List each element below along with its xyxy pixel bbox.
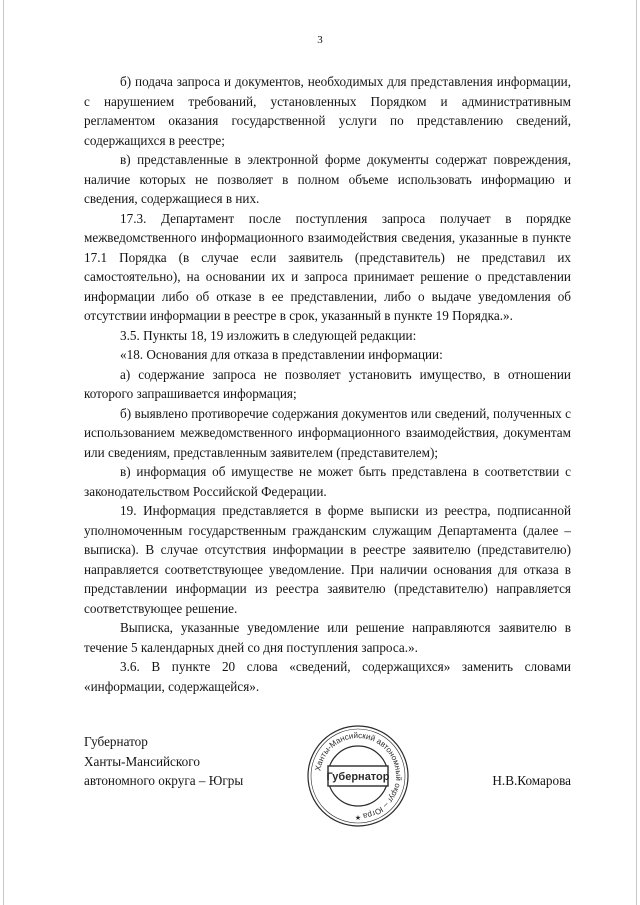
paragraph-b-request-violation: б) подача запроса и документов, необходимых для представления информации, с нарушением требований, установленных Порядком и административным регламентом оказания государственной услуги по представлению сведений, содержащихся в реестре; bbox=[84, 74, 571, 148]
signer-title-line: Ханты-Мансийского bbox=[84, 753, 200, 769]
paragraph-19: 19. Информация представляется в форме выписки из реестра, подписанной уполномоченным государственным гражданским служащим Департамента (далее – выписка). В случае отсутствия информации в реестре заявителю (представителю) направляется соответствующее уведомление. При наличии основания для отказа в представлении информации из реестра заявителю (представителю) направляется соответствующее решение. bbox=[84, 503, 571, 616]
page-edge-left bbox=[3, 0, 4, 905]
signer-title-line: автономного округа – Югры bbox=[84, 773, 244, 788]
seal-star-icon: ★ bbox=[354, 814, 362, 822]
paragraph-18-heading: «18. Основания для отказа в представлении информации: bbox=[120, 347, 443, 362]
seal-ring-text: Ханты-Мансийский автономный округ – Югра bbox=[313, 730, 404, 821]
signer-title bbox=[84, 732, 243, 791]
page-number: 3 bbox=[317, 34, 323, 46]
seal-center-text: Губернатор bbox=[326, 771, 390, 783]
paragraph-18-b: б) выявлено противоречие содержания документов или сведений, полученных с использованием межведомственного информационного взаимодействия, документам или сведениям, представленным заявителем (представителем); bbox=[84, 405, 571, 460]
paragraph-3-5: 3.5. Пункты 18, 19 изложить в следующей редакции: bbox=[120, 327, 417, 343]
paragraph-17-3: 17.3. Департамент после поступления запроса получает в порядке межведомственного информационного взаимодействия сведения, указанные в пункте 17.1 Порядка (в случае если заявитель (представитель) не представил их самостоятельно), на основании их и запроса принимает решение о представлении информации либо об отказе в ее представлении, либо о выдаче уведомления об отсутствии информации в реестре в срок, указанный в пункте 19 Порядка.». bbox=[84, 210, 571, 323]
document-body bbox=[84, 72, 571, 696]
paragraph-18-v: в) информация об имуществе не может быть представлена в соответствии с законодательством Российской Федерации. bbox=[84, 464, 571, 499]
seal-stamp bbox=[306, 724, 410, 828]
paragraph-v-damaged-documents: в) представленные в электронной форме документы содержат повреждения, наличие которых не позволяет в полном объеме использовать информацию и сведения, содержащиеся в них. bbox=[84, 152, 571, 206]
page-edge-right bbox=[636, 0, 637, 905]
paragraph-3-6: 3.6. В пункте 20 слова «сведений, содержащихся» заменить словами «информации, содержащейся». bbox=[84, 659, 571, 694]
signer-name: Н.В.Комарова bbox=[492, 773, 571, 788]
paragraph-18-a: а) содержание запроса не позволяет установить имущество, в отношении которого запрашивается информация; bbox=[84, 366, 571, 401]
paragraph-19-extract-deadline: Выписка, указанные уведомление или решение направляются заявителю в течение 5 календарных дней со дня поступления запроса.». bbox=[84, 620, 571, 655]
signer-title-line: Губернатор bbox=[84, 734, 148, 749]
signature-block bbox=[84, 724, 571, 874]
